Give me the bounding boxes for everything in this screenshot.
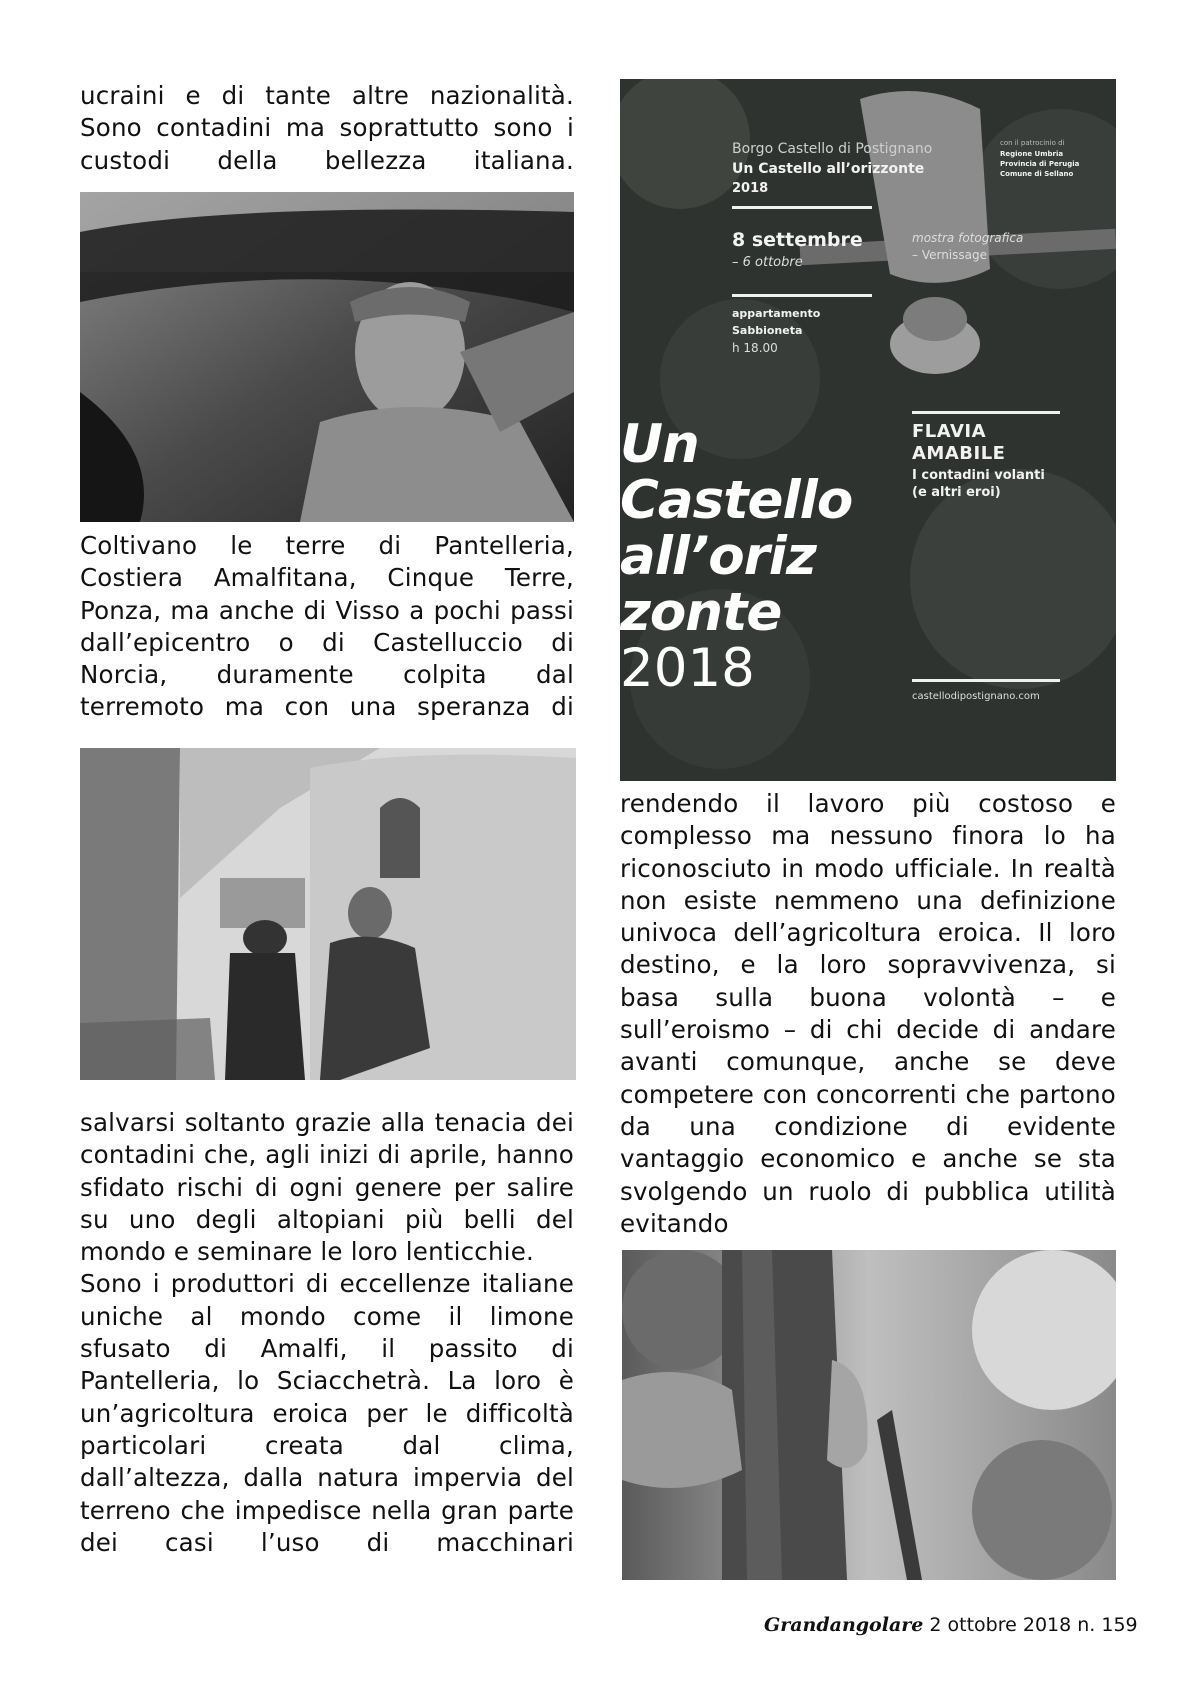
poster-title-line-4: zonte (620, 582, 782, 643)
poster-rule (732, 294, 872, 297)
paragraph: rendendo il lavoro più costoso e complesso ma nessuno finora lo ha riconosciuto in modo ufficiale. In realtà non esiste nemmeno una definizione univoca dell’agricoltura eroica. Il loro destino, e la loro sopravvivenza, si basa sulla buona volontà – e sull’eroismo – di chi decide di andare avanti comunque, anche se deve competere con concorrenti che partono da una condizione di evidente vantaggio economico e anche se sta svolgendo un ruolo di pubblica utilità evitando (620, 789, 1116, 1238)
poster-title-year: 2018 (620, 638, 755, 699)
poster-rule (912, 411, 1060, 414)
text-left-bottom (80, 1107, 574, 1559)
paragraph: Sono i produttori di eccellenze italiane uniche al mondo come il limone sfusato di Amalfi, il passito di Pantelleria, lo Sciacchetrà. La loro è un’agricoltura eroica per le difficoltà particolari creata dal clima, dall’altezza, dalla natura impervia del terreno che impedisce nella gran parte dei casi l’uso di macchinari (80, 1269, 574, 1557)
text-left-top (80, 80, 574, 177)
poster-venue: Borgo Castello di Postignano (732, 141, 933, 157)
poster-event-name: Un Castello all’orizzonte (732, 161, 925, 177)
poster-location-2: Sabbioneta (732, 324, 803, 337)
text-left-mid (80, 530, 574, 724)
photo-men-with-crate (80, 748, 576, 1080)
poster-subtitle-1: I contadini volanti (912, 468, 1045, 483)
poster-artist-last-name: AMABILE (912, 443, 1006, 464)
paragraph: Coltivano le terre di Pantelleria, Costiera Amalfitana, Cinque Terre, Ponza, ma anche di Visso a pochi passi dall’epicentro o di Castelluccio di Norcia, duramente colpita dal terremoto ma con una speranza di (80, 531, 574, 722)
poster-patronage-2: Provincia di Perugia (1000, 160, 1080, 168)
poster-year-small: 2018 (732, 181, 769, 196)
paragraph: salvarsi soltanto grazie alla tenacia dei contadini che, agli inizi di aprile, hanno sfidato rischi di ogni genere per salire su uno degli altopiani più belli del mondo e seminare le loro lenticchie. (80, 1108, 574, 1267)
poster-exhibit-type: mostra fotografica (912, 231, 1024, 245)
poster-time: h 18.00 (732, 341, 778, 355)
poster-rule (912, 679, 1060, 682)
poster-rule (732, 206, 872, 209)
poster-subtitle-2: (e altri eroi) (912, 485, 1001, 500)
exhibition-poster (620, 79, 1116, 781)
poster-title-line-2: Castello (620, 470, 853, 531)
poster-patronage-label: con il patrocinio di (1000, 139, 1065, 147)
paragraph: ucraini e di tante altre nazionalità. Sono contadini ma soprattutto sono i custodi della bellezza italiana. (80, 81, 574, 175)
magazine-name: Grandangolare (764, 1614, 924, 1636)
poster-location-1: appartamento (732, 307, 821, 320)
poster-website: castellodipostignano.com (912, 691, 1040, 702)
poster-vernissage: – Vernissage (912, 248, 987, 262)
poster-date-start: 8 settembre (732, 229, 863, 251)
poster-title-line-1: Un (620, 414, 699, 475)
poster-patronage-3: Comune di Sellano (1000, 170, 1074, 178)
photo-farmer-net (80, 192, 574, 522)
issue-info: 2 ottobre 2018 n. 159 (929, 1614, 1138, 1636)
poster-patronage-1: Regione Umbria (1000, 150, 1064, 158)
poster-date-end: – 6 ottobre (732, 255, 803, 270)
poster-title-line-3: all’oriz (620, 526, 816, 587)
text-right (620, 788, 1116, 1240)
photo-hands-on-pole (622, 1250, 1116, 1580)
poster-artist-first-name: FLAVIA (912, 421, 987, 442)
page-footer (764, 1614, 1138, 1636)
